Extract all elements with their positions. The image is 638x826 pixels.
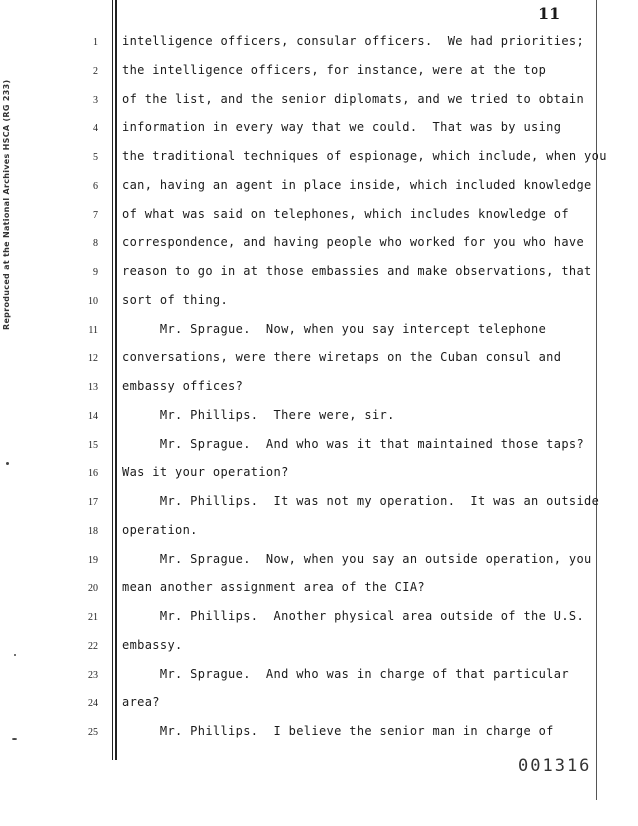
line-number: 7 [93, 209, 98, 221]
left-margin-rule-double [115, 0, 117, 760]
line-number: 9 [93, 267, 98, 278]
transcript-line: Mr. Sprague. Now, when you say intercept telephone [122, 321, 547, 336]
line-number: 17 [88, 497, 98, 508]
transcript-line: can, having an agent in place inside, which included knowledge [122, 177, 592, 192]
transcript-line: embassy offices? [122, 379, 244, 393]
line-number: 22 [88, 640, 98, 652]
scan-speck [14, 654, 16, 656]
line-number: 25 [88, 727, 98, 738]
transcript-line: Mr. Sprague. And who was it that maintained those taps? [122, 436, 585, 451]
transcript-line: Mr. Sprague. And who was in charge of that particular [122, 666, 569, 681]
line-number: 14 [88, 410, 98, 422]
transcript-line: sort of thing. [122, 292, 229, 307]
line-number: 18 [88, 525, 98, 537]
scan-speck [12, 738, 17, 740]
transcript-line: correspondence, and having people who worked for you who have [122, 235, 585, 250]
transcript-line: Mr. Phillips. I believe the senior man in charge of [122, 724, 554, 738]
line-number: 3 [93, 94, 98, 106]
page-mark: 11 [538, 4, 561, 23]
transcript-line: Mr. Sprague. Now, when you say an outside operation, you [122, 551, 592, 566]
line-number: 21 [88, 612, 98, 623]
line-number: 11 [88, 324, 98, 336]
transcript-line: of the list, and the senior diplomats, and we tried to obtain [122, 91, 585, 106]
transcript-line: area? [122, 695, 160, 710]
line-number: 13 [88, 382, 98, 393]
line-number: 5 [93, 152, 98, 163]
left-margin-rule [112, 0, 113, 760]
line-number: 10 [88, 295, 98, 307]
transcript-line: embassy. [122, 637, 183, 652]
line-number: 1 [93, 37, 98, 48]
transcript-line: conversations, were there wiretaps on the Cuban consul and [122, 350, 562, 365]
transcript-line: the traditional techniques of espionage, which include, when you [122, 149, 607, 163]
transcript-line: Mr. Phillips. It was not my operation. It was an outside [122, 494, 600, 508]
transcript-line: intelligence officers, consular officers. We had priorities; [122, 34, 585, 48]
line-number: 12 [88, 353, 98, 365]
transcript-line: reason to go in at those embassies and make observations, that [122, 264, 592, 278]
line-number: 2 [93, 65, 98, 77]
line-number: 19 [88, 554, 98, 566]
transcript-line: the intelligence officers, for instance, were at the top [122, 62, 547, 77]
transcript-line: information in every way that we could. That was by using [122, 120, 562, 135]
line-number: 15 [88, 439, 98, 451]
transcript-line: Mr. Phillips. There were, sir. [122, 407, 395, 422]
line-number: 6 [93, 180, 98, 192]
document-number: 001316 [518, 756, 592, 776]
line-number: 24 [88, 698, 98, 710]
line-number: 23 [88, 669, 98, 681]
transcript-line: of what was said on telephones, which includes knowledge of [122, 206, 569, 221]
line-number: 20 [88, 583, 98, 595]
transcript-line: mean another assignment area of the CIA? [122, 580, 425, 595]
scan-speck [6, 462, 9, 465]
line-number: 8 [93, 238, 98, 250]
line-number: 16 [88, 468, 98, 480]
transcript-line: operation. [122, 522, 198, 537]
archive-margin-stamp: Reproduced at the National Archives HSCA (RG 233) [2, 79, 11, 330]
transcript-line: Mr. Phillips. Another physical area outside of the U.S. [122, 609, 585, 623]
transcript-line: Was it your operation? [122, 465, 289, 480]
line-number: 4 [93, 123, 98, 135]
